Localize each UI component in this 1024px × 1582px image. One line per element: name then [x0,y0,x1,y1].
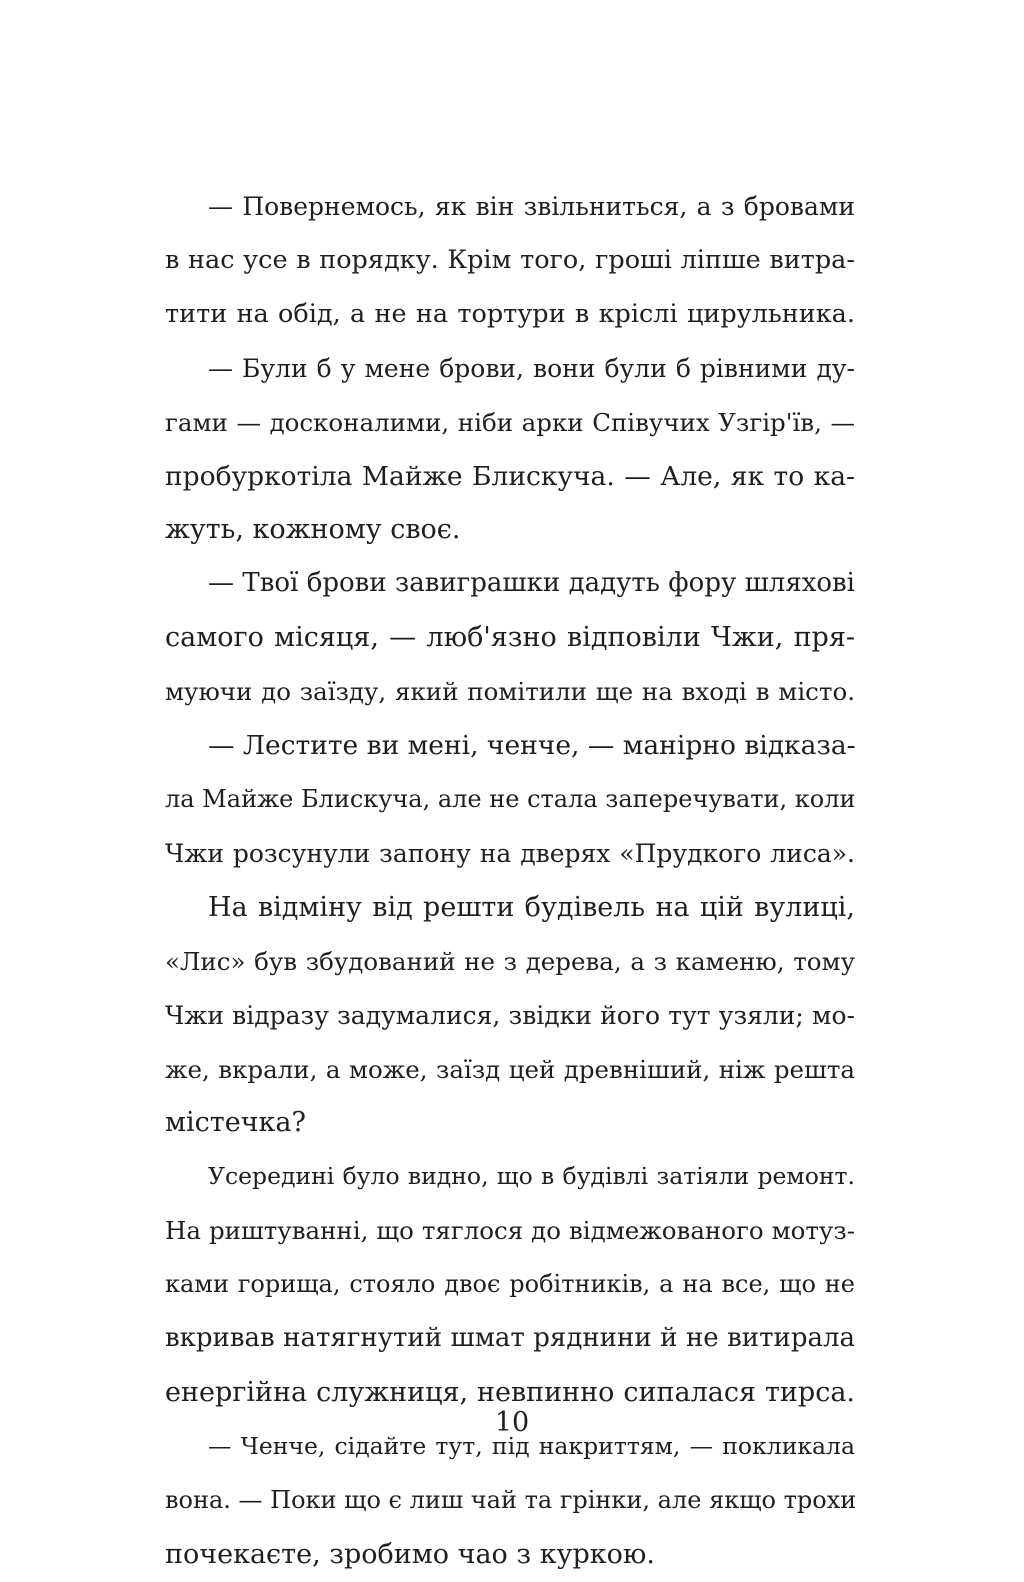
text-line: Чжи відразу задумалися, звідки його тут узяли; мо- [165,1000,855,1030]
text-line: Усередині було видно, що в будівлі затіяли ремонт. [208,1162,855,1191]
paragraph [165,719,855,881]
text-line: же, вкрали, а може, заїзд цей древніший, ніж решта [165,1054,855,1084]
text-line: тити на обід, а не на тортури в кріслі цирульника. [165,298,855,329]
text-line: ками горища, стояло двоє робітників, а на все, що не [165,1270,855,1299]
text-line: містечка? [165,1107,306,1139]
paragraph [165,1420,855,1582]
paragraph [165,1150,855,1420]
text-line: — Були б у мене брови, вони були б рівними ду- [208,353,855,383]
text-line: жуть, кожному своє. [165,514,461,546]
page-number: 10 [494,1407,530,1438]
text-line: — Твої брови завиграшки дадуть фору шляхові [208,568,855,599]
text-line: — Лестите ви мені, ченче, — манірно відказа- [208,730,856,762]
body-text [165,180,855,1582]
text-line: «Лис» був збудований не з дерева, а з каменю, тому [165,946,855,976]
text-line: пробуркотіла Майже Блискуча. — Але, як то ка- [165,460,855,492]
text-line: почекаєте, зробимо чао з куркою. [165,1538,655,1570]
text-line: Чжи розсунули запону на дверях «Прудкого лиса». [165,838,855,868]
paragraph [165,881,855,1151]
text-line: — Повернемось, як він звільниться, а з бровами [208,192,855,221]
text-line: самого місяця, — люб'язно відповіли Чжи, пря- [165,622,855,654]
paragraph [165,180,855,342]
paragraph [165,557,855,719]
text-line: в нас усе в порядку. Крім того, гроші ліпше витра- [165,244,855,275]
text-line: ла Майже Блискуча, але не стала заперечувати, коли [165,784,856,813]
text-line: — Ченче, сідайте тут, під накриттям, — покликала [208,1431,855,1460]
text-line: На відміну від решти будівель на цій вулиці, [208,891,855,923]
text-line: гами — досконалими, ніби арки Співучих Узгір'їв, — [165,407,855,437]
text-line: вона. — Поки що є лиш чай та грінки, але якщо трохи [165,1485,857,1514]
text-line: муючи до заїзду, який помітили ще на вході в місто. [165,677,855,707]
text-line: вкривав натягнутий шмат ряднини й не витирала [165,1323,855,1354]
text-line: енергійна служниця, невпинно сипалася тирса. [165,1376,855,1408]
text-line: На риштуванні, що тяглося до відмежованого мотуз- [165,1216,855,1246]
paragraph [165,342,855,558]
